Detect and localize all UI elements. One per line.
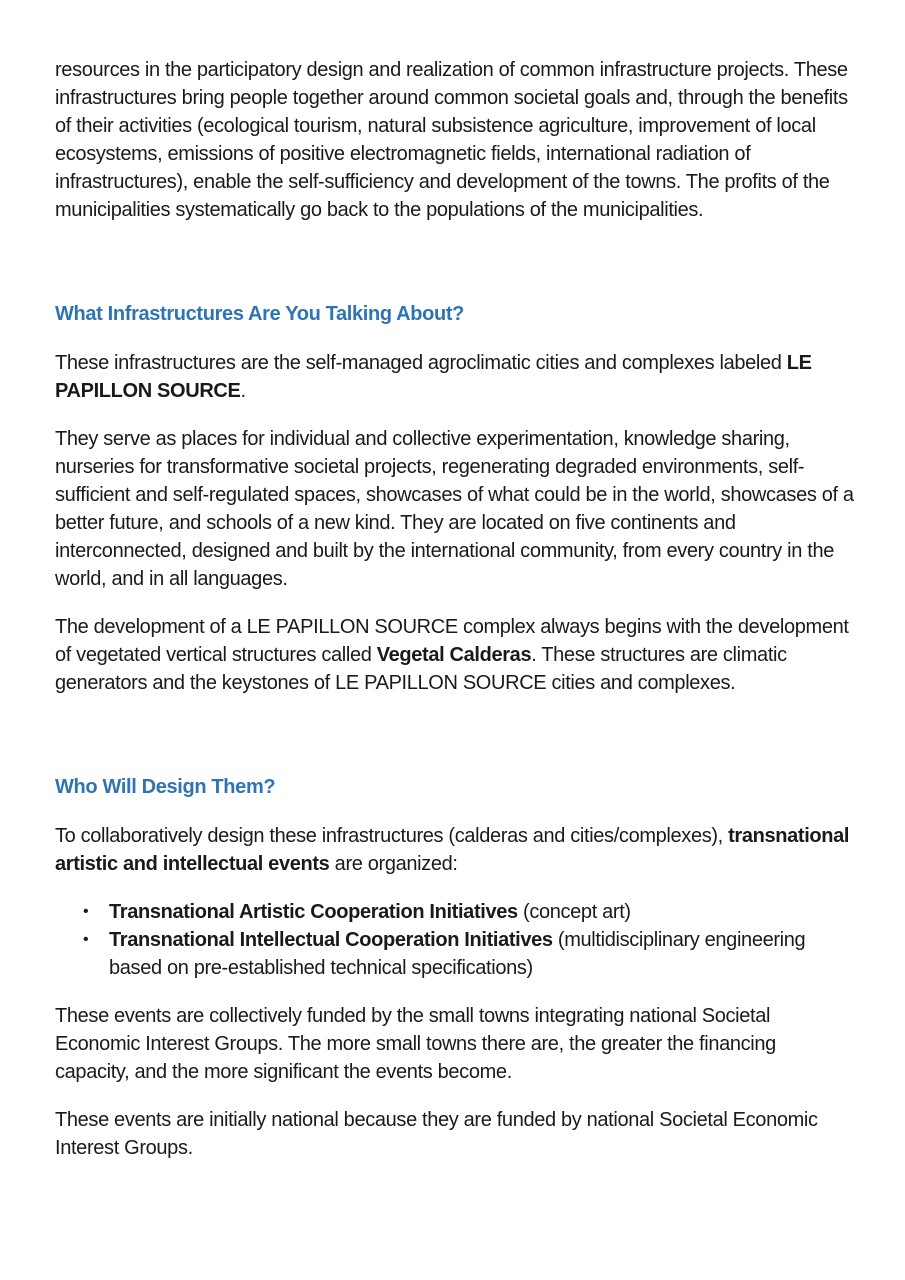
paragraph-text-end: . [240,380,246,402]
infrastructures-paragraph-1 [55,349,855,405]
infrastructures-paragraph-2: They serve as places for individual and collective experimentation, knowledge sharing, nurseries for transformative societal projects, regenerating degraded environments, self-sufficient and self-regulated spaces, showcases of what could be in the world, showcases of a better future, and schools of a new kind. They are located on five continents and interconnected, designed and built by the international community, from every country in the world, and in all languages. [55,428,854,590]
design-paragraph-2: These events are collectively funded by the small towns integrating national Societal Economic Interest Groups. The more small towns there are, the greater the financing capacity, and the more significant the events become. [55,1005,776,1083]
paragraph-text: These infrastructures are the self-managed agroclimatic cities and complexes labeled [55,352,787,374]
list-item [109,898,855,926]
brand-name-bold: LE PAPILLON SOURCE [55,352,812,402]
events-bold: transnational artistic and intellectual events [55,825,850,875]
paragraph-text: The development of a LE PAPILLON SOURCE complex always begins with the development of vegetated vertical structures called [55,616,849,666]
list-item-text: (multidisciplinary engineering based on pre-established technical specifications) [109,929,806,979]
section-heading-infrastructures: What Infrastructures Are You Talking About? [55,303,465,325]
document-page [55,56,855,1182]
section-spacer [55,244,855,300]
list-item-text: (concept art) [517,901,631,923]
infrastructures-paragraph-3 [55,613,855,697]
section-heading-design: Who Will Design Them? [55,776,276,798]
section-spacer [55,717,855,773]
initiatives-list [55,898,855,982]
paragraph-text-end: are organized: [329,853,458,875]
paragraph-text-end: . These structures are climatic generators and the keystones of LE PAPILLON SOURCE cities and complexes. [55,644,787,694]
list-item-bold: Transnational Intellectual Cooperation Initiatives [109,929,553,951]
intro-paragraph: resources in the participatory design and realization of common infrastructure projects. These infrastructures bring people together around common societal goals and, through the benefits of their activities (ecological tourism, natural subsistence agriculture, improvement of local ecosystems, emissions of positive electromagnetic fields, international radiation of infrastructures), enable the self-sufficiency and development of the towns. The profits of the municipalities systematically go back to the populations of the municipalities. [55,59,848,221]
paragraph-text: To collaboratively design these infrastructures (calderas and cities/complexes), [55,825,729,847]
list-item [109,926,855,982]
vegetal-calderas-bold: Vegetal Calderas [376,644,532,666]
list-item-bold: Transnational Artistic Cooperation Initiatives [109,901,518,923]
design-paragraph-1 [55,822,855,878]
design-paragraph-3: These events are initially national because they are funded by national Societal Economic Interest Groups. [55,1109,818,1159]
